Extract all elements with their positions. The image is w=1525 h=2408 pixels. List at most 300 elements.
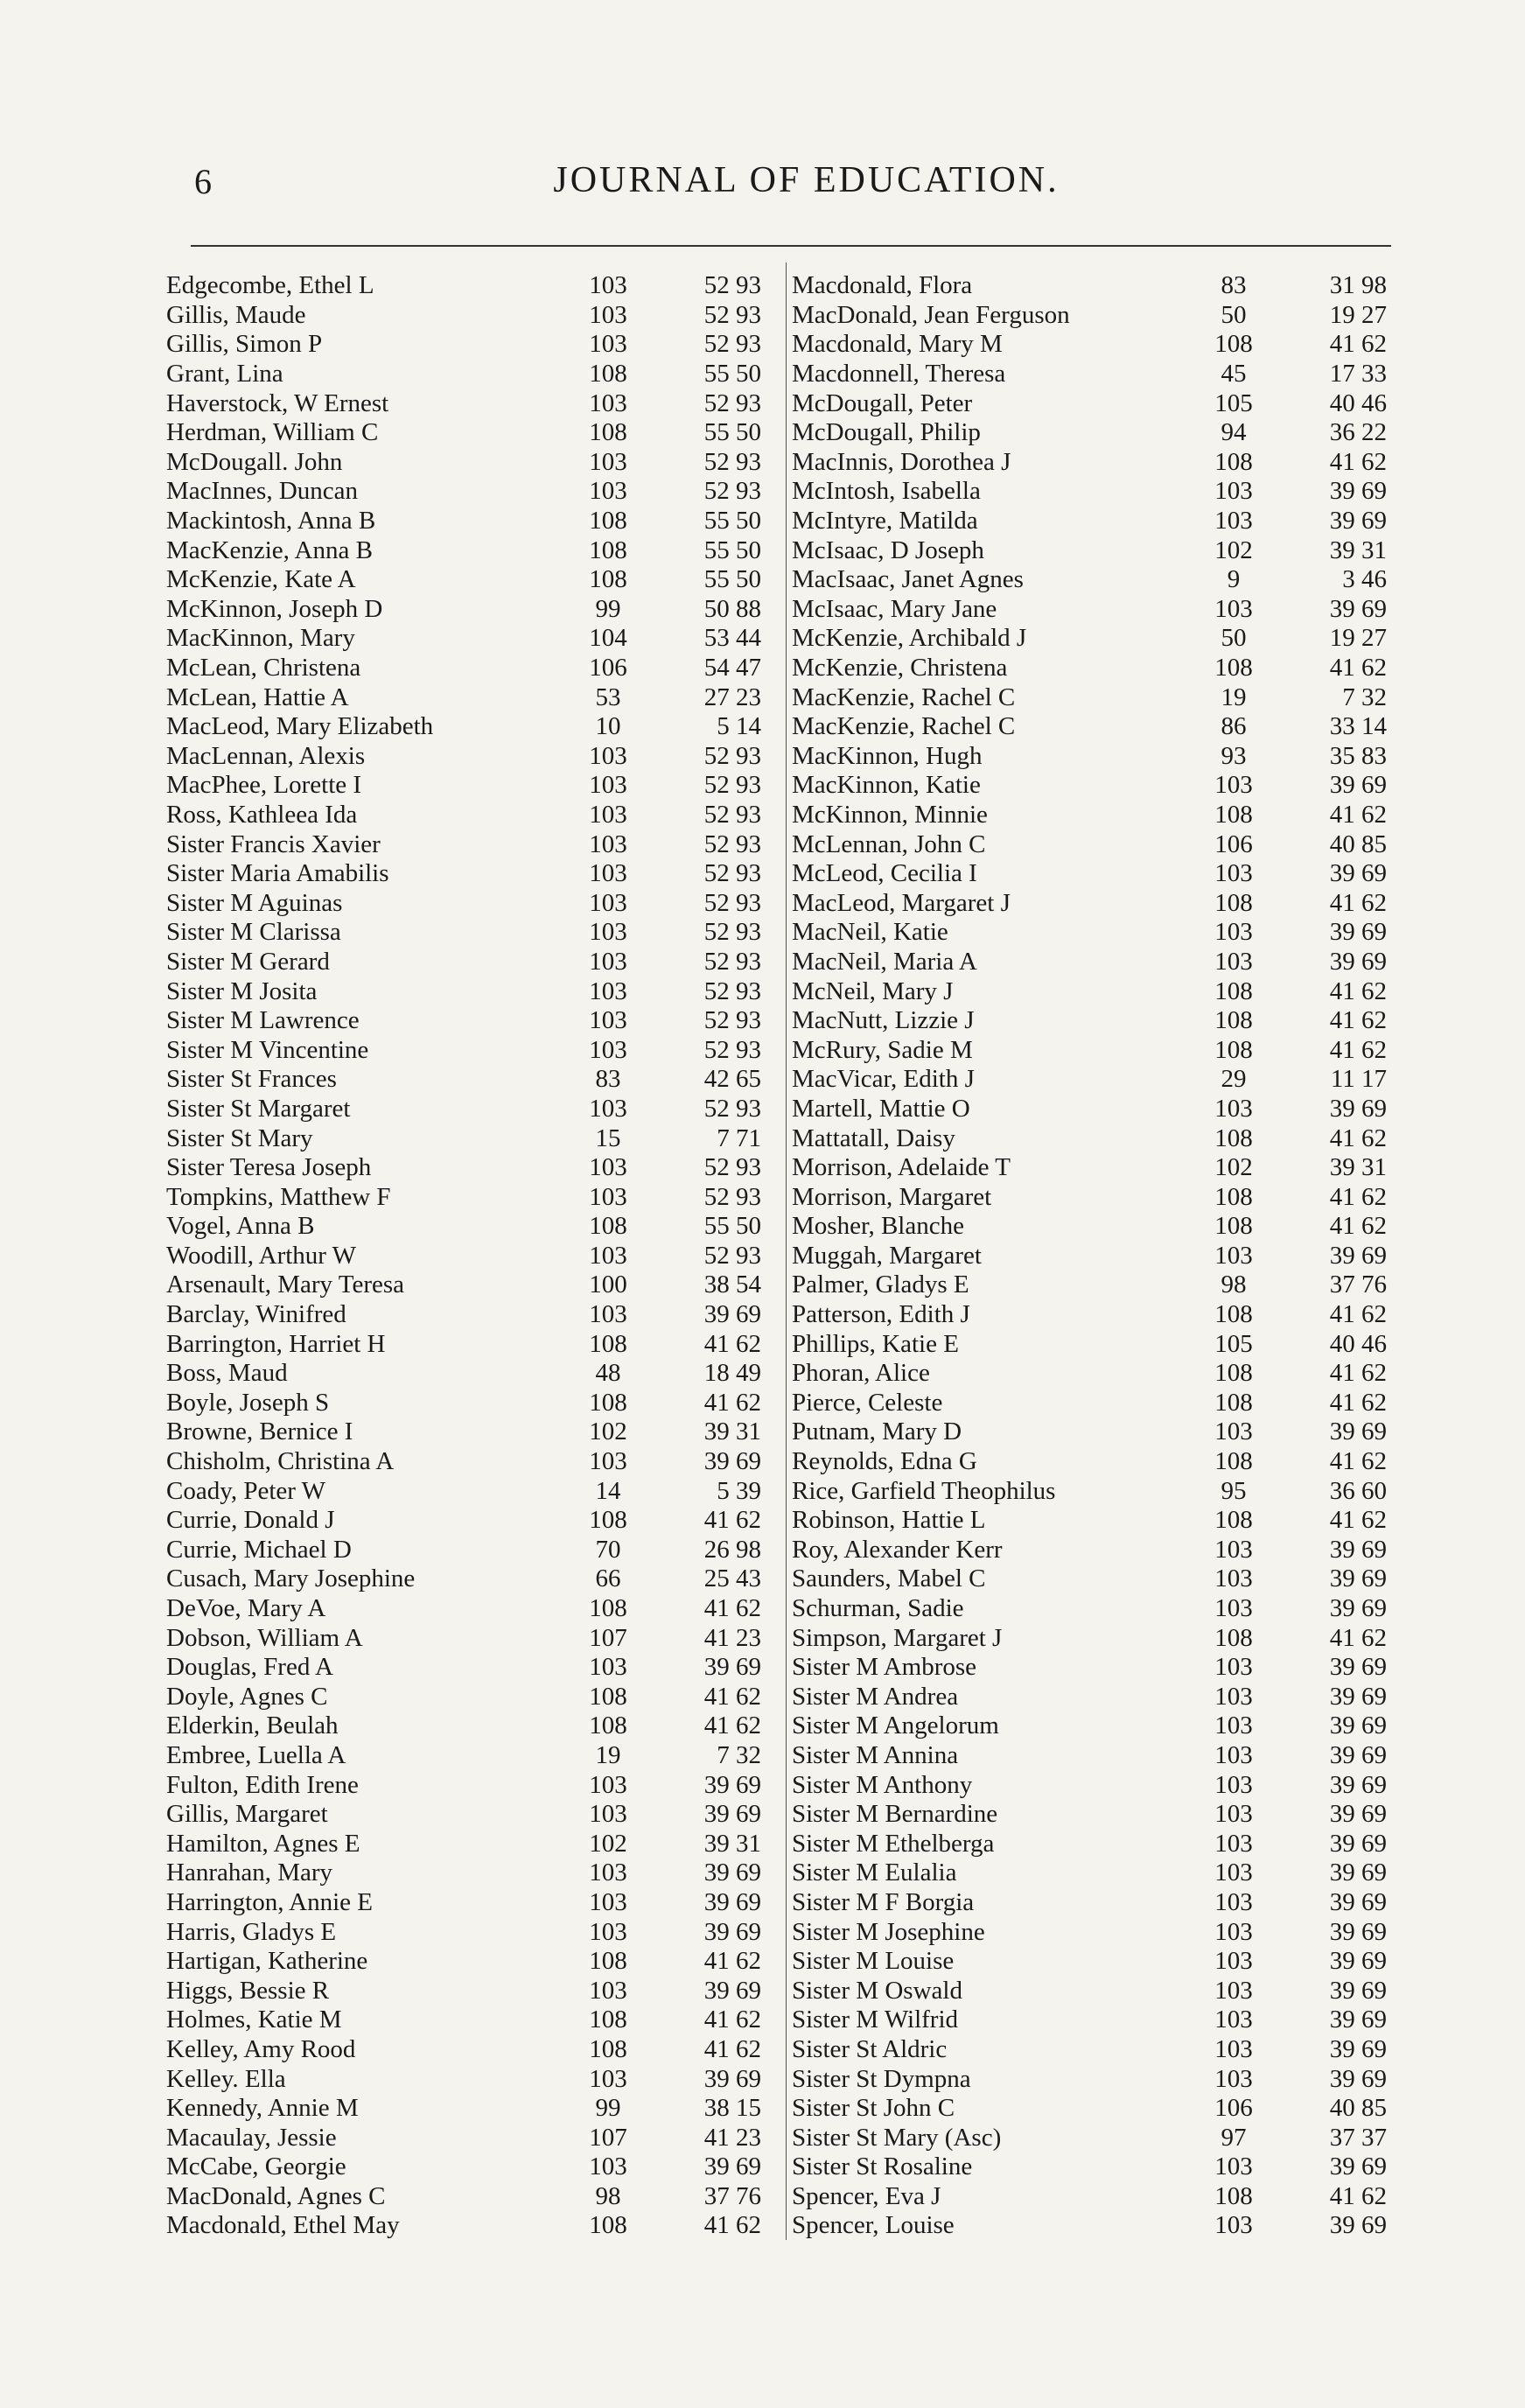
entry-amount: 41 62 — [1329, 976, 1387, 1005]
entry-amount: 41 62 — [703, 1329, 761, 1358]
entry-name: Currie, Donald J — [166, 1506, 335, 1535]
entry-amount: 52 93 — [703, 1241, 761, 1270]
list-item — [166, 1888, 779, 1918]
list-item — [792, 2123, 1404, 2152]
entry-score: 15 — [595, 1124, 621, 1152]
entry-amount: 52 93 — [703, 888, 761, 917]
entry-score: 103 — [1214, 1947, 1253, 1976]
entry-score: 103 — [1214, 1712, 1253, 1740]
entry-name: Dobson, William A — [166, 1623, 363, 1652]
entry-amount: 5 39 — [717, 1476, 761, 1505]
list-item — [792, 360, 1404, 389]
entry-amount: 52 93 — [703, 477, 761, 506]
list-item — [166, 1359, 779, 1389]
entry-amount: 41 23 — [703, 1623, 761, 1652]
entry-score: 98 — [595, 2181, 621, 2210]
list-item — [166, 1564, 779, 1594]
entry-amount: 5 14 — [717, 712, 761, 741]
list-item — [166, 1389, 779, 1418]
entry-score: 9 — [1227, 565, 1241, 594]
entry-name: DeVoe, Mary A — [166, 1594, 326, 1623]
entry-name: Sister St Margaret — [166, 1094, 351, 1123]
entry-name: Kennedy, Annie M — [166, 2094, 359, 2123]
list-item — [792, 1476, 1404, 1506]
entry-amount: 11 17 — [1330, 1065, 1387, 1094]
entry-name: Palmer, Gladys E — [792, 1270, 969, 1299]
entry-score: 103 — [589, 300, 627, 329]
entry-amount: 50 88 — [703, 594, 761, 623]
list-item — [792, 1182, 1404, 1212]
list-item — [166, 654, 779, 683]
list-item — [166, 771, 779, 801]
list-item — [166, 301, 779, 331]
entry-amount: 40 46 — [1329, 388, 1387, 417]
entry-amount: 41 62 — [1329, 1359, 1387, 1388]
entry-amount: 41 62 — [1329, 1006, 1387, 1035]
entry-score: 103 — [1214, 1976, 1253, 2005]
entry-amount: 52 93 — [703, 447, 761, 476]
entry-amount: 41 62 — [1329, 654, 1387, 682]
entry-amount: 39 31 — [1329, 536, 1387, 564]
entry-name: McDougall, Philip — [792, 418, 981, 447]
entry-name: Macdonnell, Theresa — [792, 360, 1006, 388]
entry-score: 103 — [589, 1770, 627, 1799]
entry-score: 103 — [1214, 1887, 1253, 1916]
list-item — [792, 595, 1404, 625]
entry-amount: 39 69 — [1329, 1712, 1387, 1740]
entry-name: MacNeil, Katie — [792, 918, 948, 947]
entry-name: McLean, Christena — [166, 654, 361, 682]
list-item — [166, 830, 779, 859]
entry-name: Coady, Peter W — [166, 1476, 326, 1505]
entry-amount: 39 69 — [1329, 1594, 1387, 1623]
list-item — [166, 2152, 779, 2182]
entry-amount: 40 85 — [1329, 2094, 1387, 2123]
list-item — [792, 918, 1404, 948]
list-item — [166, 1770, 779, 1800]
list-item — [166, 2094, 779, 2124]
entry-score: 97 — [1221, 2123, 1247, 2152]
entry-score: 102 — [1214, 536, 1253, 564]
list-item — [792, 418, 1404, 448]
entry-amount: 41 62 — [1329, 330, 1387, 359]
entry-score: 103 — [589, 859, 627, 888]
entry-amount: 38 15 — [703, 2094, 761, 2123]
entry-score: 103 — [1214, 1800, 1253, 1829]
entry-amount: 41 62 — [1329, 447, 1387, 476]
entry-name: Sister M Josephine — [792, 1917, 985, 1946]
list-item — [792, 742, 1404, 772]
list-item — [166, 1035, 779, 1065]
list-item — [166, 2211, 779, 2241]
list-item — [792, 2094, 1404, 2124]
entry-amount: 41 62 — [703, 2034, 761, 2063]
entry-score: 108 — [1214, 654, 1253, 682]
entry-score: 103 — [1214, 1241, 1253, 1270]
entry-amount: 39 69 — [1329, 1564, 1387, 1593]
entry-amount: 39 69 — [703, 1887, 761, 1916]
entry-name: MacKinnon, Katie — [792, 771, 981, 800]
entry-amount: 7 32 — [717, 1740, 761, 1769]
list-item — [792, 1095, 1404, 1124]
entry-name: Sister Maria Amabilis — [166, 859, 389, 888]
entry-score: 108 — [1214, 1506, 1253, 1535]
entry-score: 108 — [1214, 1182, 1253, 1211]
entry-score: 108 — [1214, 330, 1253, 359]
entry-amount: 52 93 — [703, 1006, 761, 1035]
entry-name: McKenzie, Christena — [792, 654, 1008, 682]
entry-name: Sister M Andrea — [792, 1682, 959, 1711]
entry-amount: 41 23 — [703, 2123, 761, 2152]
entry-amount: 19 27 — [1329, 624, 1387, 653]
entry-name: Sister M Ambrose — [792, 1653, 977, 1682]
entry-amount: 52 93 — [703, 300, 761, 329]
entry-amount: 7 71 — [717, 1124, 761, 1152]
entry-amount: 41 62 — [703, 1947, 761, 1976]
entry-amount: 41 62 — [1329, 1124, 1387, 1152]
entry-name: Sister M Angelorum — [792, 1712, 999, 1740]
entry-amount: 41 62 — [1329, 1300, 1387, 1329]
entry-name: Hartigan, Katherine — [166, 1947, 368, 1976]
entry-amount: 39 69 — [1329, 1770, 1387, 1799]
list-item — [792, 1389, 1404, 1418]
entry-amount: 39 69 — [1329, 2152, 1387, 2181]
entry-amount: 39 69 — [1329, 1653, 1387, 1682]
list-item — [792, 976, 1404, 1006]
list-item — [166, 330, 779, 360]
entry-name: Macdonald, Ethel May — [166, 2211, 400, 2240]
entry-score: 108 — [1214, 1035, 1253, 1064]
list-item — [792, 771, 1404, 801]
entry-name: McIsaac, D Joseph — [792, 536, 984, 564]
list-item — [792, 448, 1404, 478]
entry-name: Boyle, Joseph S — [166, 1388, 330, 1417]
entry-score: 103 — [1214, 859, 1253, 888]
entry-name: Roy, Alexander Kerr — [792, 1535, 1003, 1564]
entry-name: McRury, Sadie M — [792, 1035, 973, 1064]
entry-amount: 39 69 — [1329, 1829, 1387, 1858]
entry-amount: 39 69 — [1329, 1535, 1387, 1564]
entry-amount: 39 69 — [1329, 507, 1387, 536]
list-item — [166, 2035, 779, 2065]
list-item — [166, 1006, 779, 1036]
list-item — [792, 1770, 1404, 1800]
entry-amount: 52 93 — [703, 271, 761, 300]
entry-amount: 39 69 — [1329, 477, 1387, 506]
entry-score: 108 — [589, 2006, 627, 2034]
entry-score: 48 — [595, 1359, 621, 1388]
entry-name: Sister Teresa Joseph — [166, 1153, 372, 1182]
entry-amount: 39 69 — [703, 1447, 761, 1476]
entry-score: 19 — [595, 1740, 621, 1769]
list-item — [792, 801, 1404, 830]
entry-score: 103 — [1214, 2211, 1253, 2240]
list-item — [792, 2035, 1404, 2065]
entry-score: 103 — [1214, 1829, 1253, 1858]
entry-name: Phillips, Katie E — [792, 1329, 959, 1358]
list-item — [792, 682, 1404, 712]
entry-name: Tompkins, Matthew F — [166, 1182, 391, 1211]
entry-name: MacKenzie, Rachel C — [792, 682, 1016, 711]
entry-amount: 25 43 — [703, 1564, 761, 1593]
list-item — [166, 1182, 779, 1212]
list-item — [792, 1447, 1404, 1477]
entry-amount: 39 69 — [1329, 1917, 1387, 1946]
entry-amount: 39 69 — [1329, 2211, 1387, 2240]
entry-amount: 39 69 — [703, 1770, 761, 1799]
list-item — [166, 1124, 779, 1153]
entry-name: McKenzie, Archibald J — [792, 624, 1027, 653]
entry-amount: 40 46 — [1329, 1329, 1387, 1358]
entry-name: Barrington, Harriet H — [166, 1329, 386, 1358]
entry-name: Chisholm, Christina A — [166, 1447, 395, 1476]
entry-amount: 55 50 — [703, 536, 761, 564]
entry-score: 106 — [1214, 2094, 1253, 2123]
entry-score: 108 — [1214, 1006, 1253, 1035]
entry-score: 103 — [589, 771, 627, 800]
entry-amount: 39 69 — [1329, 594, 1387, 623]
entry-amount: 17 33 — [1329, 360, 1387, 388]
entry-amount: 52 93 — [703, 1094, 761, 1123]
list-item — [792, 507, 1404, 536]
entry-amount: 55 50 — [703, 1212, 761, 1241]
entry-score: 103 — [1214, 1770, 1253, 1799]
entry-amount: 41 62 — [1329, 1182, 1387, 1211]
entry-amount: 36 60 — [1329, 1476, 1387, 1505]
entry-name: McCabe, Georgie — [166, 2152, 346, 2181]
entry-name: Mattatall, Daisy — [792, 1124, 955, 1152]
entry-amount: 41 62 — [703, 1506, 761, 1535]
entry-amount: 39 69 — [1329, 771, 1387, 800]
entry-score: 86 — [1221, 712, 1247, 741]
list-item — [166, 948, 779, 977]
entry-name: Grant, Lina — [166, 360, 283, 388]
list-item — [166, 1447, 779, 1477]
entry-amount: 39 69 — [1329, 1740, 1387, 1769]
entry-amount: 26 98 — [703, 1535, 761, 1564]
entry-score: 103 — [1214, 2034, 1253, 2063]
entry-amount: 39 69 — [703, 1653, 761, 1682]
list-item — [166, 1270, 779, 1300]
entry-score: 103 — [589, 1094, 627, 1123]
entry-name: McDougall, Peter — [792, 388, 973, 417]
entry-amount: 41 62 — [1329, 1506, 1387, 1535]
entry-score: 108 — [589, 2034, 627, 2063]
list-item — [166, 595, 779, 625]
entry-amount: 41 62 — [703, 1682, 761, 1711]
entry-score: 104 — [589, 624, 627, 653]
entry-name: McIntyre, Matilda — [792, 507, 978, 536]
list-item — [792, 1065, 1404, 1095]
entry-name: Sister St Dympna — [792, 2064, 971, 2093]
list-item — [792, 830, 1404, 859]
entry-score: 103 — [1214, 771, 1253, 800]
entry-amount: 39 69 — [1329, 1800, 1387, 1829]
entry-amount: 52 93 — [703, 918, 761, 947]
entry-name: Muggah, Margaret — [792, 1241, 982, 1270]
list-item — [166, 1800, 779, 1830]
list-item — [792, 1594, 1404, 1624]
list-item — [166, 976, 779, 1006]
entry-score: 108 — [1214, 1359, 1253, 1388]
entry-amount: 52 93 — [703, 330, 761, 359]
entry-score: 102 — [589, 1829, 627, 1858]
entry-score: 108 — [589, 1388, 627, 1417]
entry-score: 108 — [1214, 1447, 1253, 1476]
entry-name: Hanrahan, Mary — [166, 1858, 333, 1887]
entry-amount: 39 69 — [1329, 1682, 1387, 1711]
list-item — [166, 1418, 779, 1447]
entry-score: 103 — [589, 1887, 627, 1916]
entry-amount: 33 14 — [1329, 712, 1387, 741]
entry-name: MacKenzie, Anna B — [166, 536, 373, 564]
entry-name: McIsaac, Mary Jane — [792, 594, 997, 623]
entry-score: 103 — [1214, 1917, 1253, 1946]
entry-score: 102 — [1214, 1153, 1253, 1182]
entry-amount: 36 22 — [1329, 418, 1387, 447]
entry-name: Barclay, Winifred — [166, 1300, 346, 1329]
list-item — [166, 742, 779, 772]
list-item — [166, 1095, 779, 1124]
entry-name: Mosher, Blanche — [792, 1212, 964, 1241]
entry-name: Sister St Aldric — [792, 2034, 948, 2063]
entry-score: 103 — [589, 1976, 627, 2005]
entry-name: MacKinnon, Hugh — [792, 741, 983, 770]
entry-amount: 39 31 — [1329, 1153, 1387, 1182]
list-item — [792, 948, 1404, 977]
entry-score: 103 — [589, 947, 627, 976]
entry-name: Sister M Oswald — [792, 1976, 962, 2005]
list-item — [166, 1065, 779, 1095]
entry-score: 105 — [1214, 1329, 1253, 1358]
entry-amount: 52 93 — [703, 1035, 761, 1064]
entry-name: McKenzie, Kate A — [166, 565, 356, 594]
entry-amount: 52 93 — [703, 830, 761, 858]
list-item — [792, 1858, 1404, 1888]
entry-name: Sister M Annina — [792, 1740, 959, 1769]
list-item — [166, 477, 779, 507]
entry-score: 108 — [1214, 1388, 1253, 1417]
entry-name: Sister M Eulalia — [792, 1858, 957, 1887]
entry-score: 103 — [589, 2152, 627, 2181]
entry-name: Mackintosh, Anna B — [166, 507, 376, 536]
entry-score: 103 — [589, 800, 627, 829]
entry-name: Robinson, Hattie L — [792, 1506, 986, 1535]
list-item — [166, 1153, 779, 1183]
list-item — [166, 712, 779, 742]
entry-amount: 39 69 — [1329, 2064, 1387, 2093]
entry-score: 14 — [595, 1476, 621, 1505]
entry-name: MacInnes, Duncan — [166, 477, 359, 506]
entry-score: 29 — [1221, 1065, 1247, 1094]
list-item — [166, 1917, 779, 1947]
list-item — [166, 1947, 779, 1977]
entry-name: Macaulay, Jessie — [166, 2123, 337, 2152]
entry-name: Browne, Bernice I — [166, 1418, 353, 1446]
entry-score: 103 — [589, 1800, 627, 1829]
list-item — [166, 2182, 779, 2212]
entry-name: Sister St Mary — [166, 1124, 313, 1152]
entry-score: 103 — [589, 976, 627, 1005]
list-item — [792, 1506, 1404, 1536]
entry-amount: 18 49 — [703, 1359, 761, 1388]
entry-score: 10 — [595, 712, 621, 741]
entry-name: McNeil, Mary J — [792, 976, 954, 1005]
entry-score: 83 — [1221, 271, 1247, 300]
entry-name: Morrison, Adelaide T — [792, 1153, 1011, 1182]
entry-name: Higgs, Bessie R — [166, 1976, 330, 2005]
entry-name: Saunders, Mabel C — [792, 1564, 986, 1593]
entry-name: Currie, Michael D — [166, 1535, 352, 1564]
entry-score: 103 — [1214, 2006, 1253, 2034]
entry-amount: 41 62 — [1329, 1212, 1387, 1241]
entry-score: 19 — [1221, 682, 1247, 711]
right-column — [792, 271, 1404, 2241]
list-item — [166, 1829, 779, 1858]
entry-score: 103 — [1214, 1418, 1253, 1446]
entry-name: Harris, Gladys E — [166, 1917, 337, 1946]
entry-name: Douglas, Fred A — [166, 1653, 333, 1682]
entry-name: Sister M Ethelberga — [792, 1829, 995, 1858]
list-item — [792, 1329, 1404, 1359]
list-item — [166, 418, 779, 448]
entry-score: 93 — [1221, 741, 1247, 770]
entry-amount: 52 93 — [703, 1153, 761, 1182]
entry-name: Gillis, Simon P — [166, 330, 323, 359]
entry-amount: 41 62 — [1329, 888, 1387, 917]
entry-name: Edgecombe, Ethel L — [166, 271, 374, 300]
list-item — [166, 1506, 779, 1536]
entry-amount: 55 50 — [703, 565, 761, 594]
entry-score: 108 — [1214, 2181, 1253, 2210]
entry-score: 103 — [589, 388, 627, 417]
list-item — [792, 1888, 1404, 1918]
entry-score: 103 — [589, 741, 627, 770]
entry-name: MacDonald, Jean Ferguson — [792, 300, 1070, 329]
entry-name: MacLeod, Mary Elizabeth — [166, 712, 434, 741]
list-item — [166, 1212, 779, 1242]
entry-amount: 52 93 — [703, 771, 761, 800]
entry-amount: 39 69 — [1329, 1094, 1387, 1123]
entry-amount: 3 46 — [1342, 565, 1387, 594]
entry-score: 103 — [589, 1917, 627, 1946]
list-item — [166, 1712, 779, 1741]
entry-name: McKinnon, Joseph D — [166, 594, 383, 623]
entry-name: Sister M Clarissa — [166, 918, 341, 947]
entry-name: Patterson, Edith J — [792, 1300, 970, 1329]
entry-name: MacLennan, Alexis — [166, 741, 366, 770]
entry-name: McLennan, John C — [792, 830, 986, 858]
entry-amount: 39 69 — [703, 1800, 761, 1829]
entry-name: MacKenzie, Rachel C — [792, 712, 1016, 741]
entry-name: MacKinnon, Mary — [166, 624, 355, 653]
entry-name: Kelley, Amy Rood — [166, 2034, 356, 2063]
entry-amount: 52 93 — [703, 859, 761, 888]
entry-score: 108 — [1214, 1124, 1253, 1152]
entry-score: 108 — [589, 1506, 627, 1535]
list-item — [166, 801, 779, 830]
page-number: 6 — [194, 162, 212, 201]
list-item — [792, 654, 1404, 683]
list-item — [166, 1594, 779, 1624]
entry-score: 103 — [589, 830, 627, 858]
entry-amount: 39 69 — [1329, 859, 1387, 888]
list-item — [166, 1300, 779, 1330]
list-item — [792, 565, 1404, 595]
entry-amount: 39 69 — [1329, 2006, 1387, 2034]
entry-score: 99 — [595, 2094, 621, 2123]
list-item — [792, 1035, 1404, 1065]
